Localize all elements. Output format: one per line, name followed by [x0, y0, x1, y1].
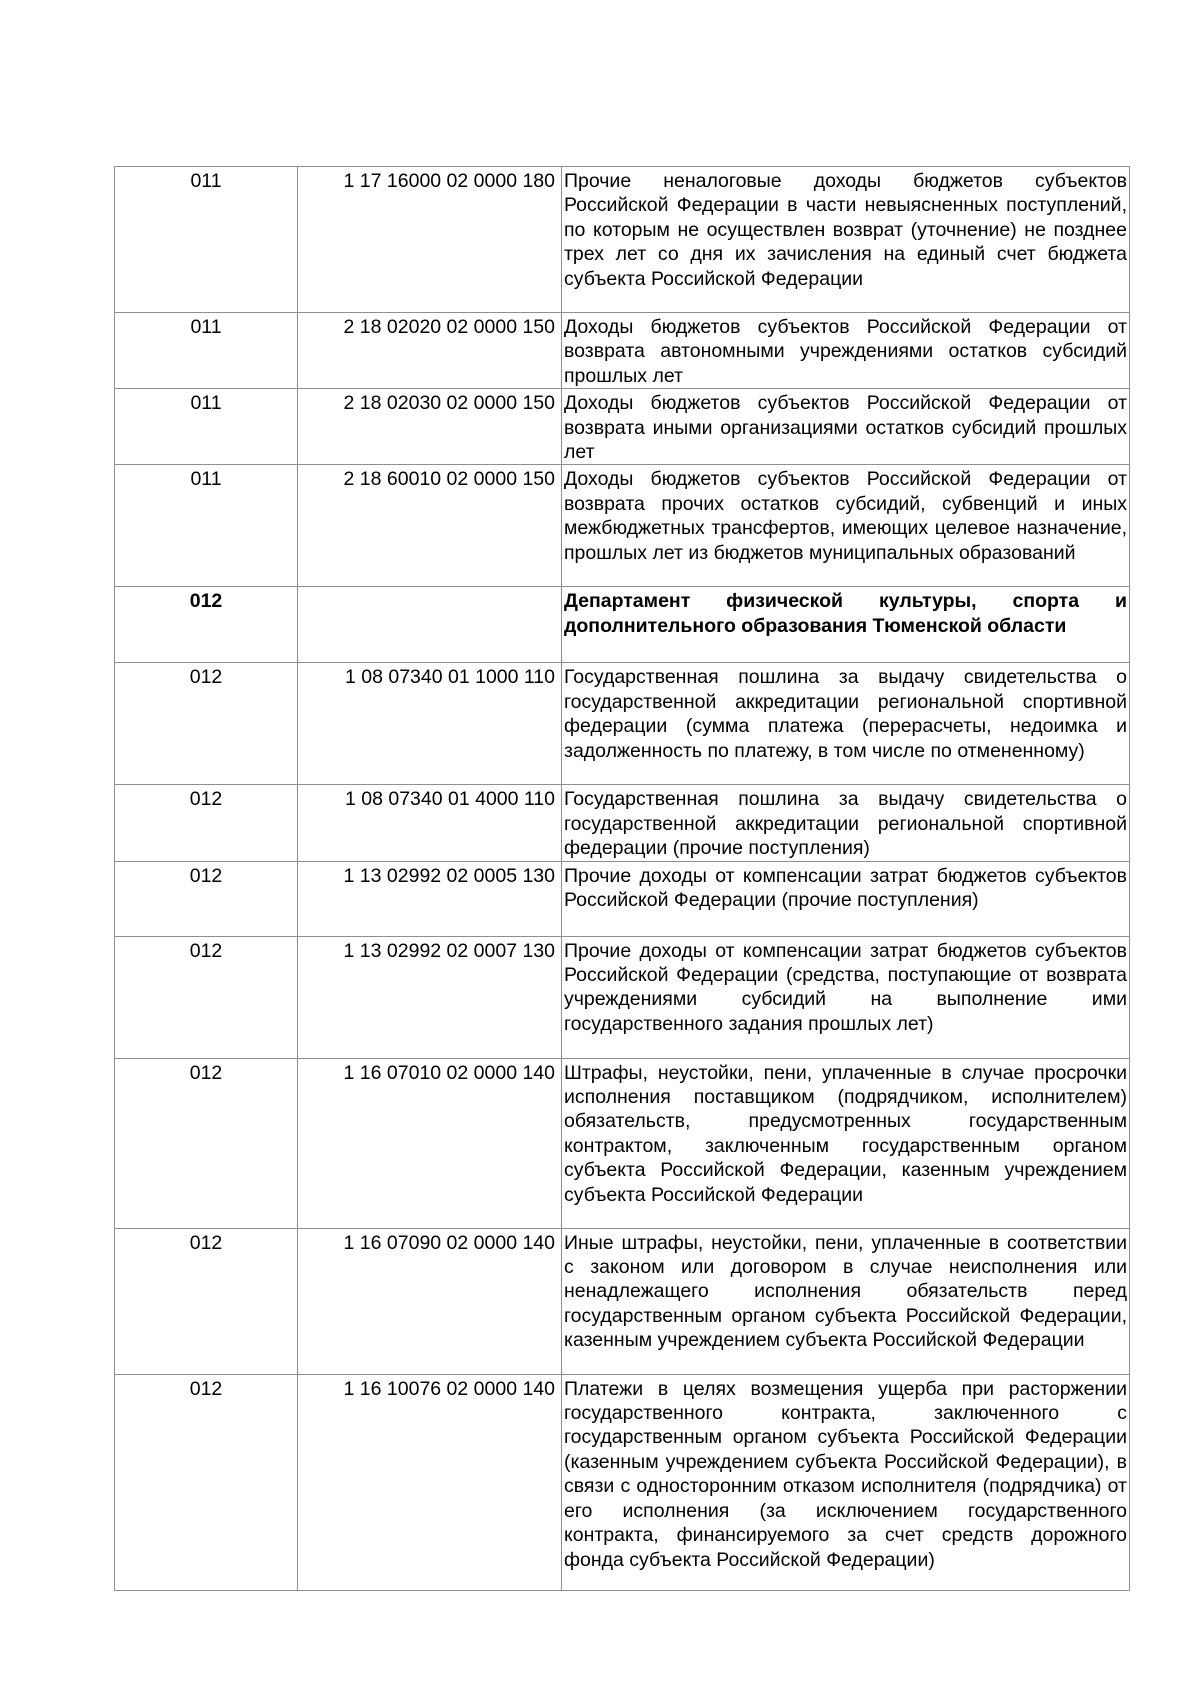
revenue-code-cell: 1 16 07010 02 0000 140: [298, 1058, 562, 1228]
admin-code-cell: 012: [115, 861, 298, 936]
admin-code-cell: 012: [115, 1228, 298, 1374]
revenue-code-cell: 1 17 16000 02 0000 180: [298, 167, 562, 313]
revenue-code-cell: 2 18 02030 02 0000 150: [298, 389, 562, 465]
table-row: [115, 663, 1130, 785]
revenue-code-cell: 1 16 07090 02 0000 140: [298, 1228, 562, 1374]
admin-code-cell: 011: [115, 465, 298, 587]
admin-code-cell: 011: [115, 389, 298, 465]
revenue-name-cell: Доходы бюджетов субъектов Российской Федерации от возврата иными организациями остатков субсидий прошлых лет: [562, 389, 1130, 465]
department-name-cell: Департамент физической культуры, спорта и дополнительного образования Тюменской области: [562, 587, 1130, 663]
admin-code-cell: 012: [115, 663, 298, 785]
revenue-name-cell: Государственная пошлина за выдачу свидетельства о государственной аккредитации региональной спортивной федерации (прочие поступления): [562, 785, 1130, 861]
revenue-name-cell: Штрафы, неустойки, пени, уплаченные в случае просрочки исполнения поставщиком (подрядчиком, исполнителем) обязательств, предусмотренных государственным контрактом, заключенным государственным органом субъекта Российской Федерации, казенным учреждением субъекта Российской Федерации: [562, 1058, 1130, 1228]
admin-code-cell: 012: [115, 1374, 298, 1590]
table-body: [115, 167, 1130, 1591]
revenue-name-cell: Прочие неналоговые доходы бюджетов субъектов Российской Федерации в части невыясненных поступлений, по которым не осуществлен возврат (уточнение) не позднее трех лет со дня их зачисления на единый счет бюджета субъекта Российской Федерации: [562, 167, 1130, 313]
table-row: [115, 861, 1130, 936]
admin-code-cell: 012: [115, 1058, 298, 1228]
revenue-code-cell: [298, 587, 562, 663]
admin-code-cell: 012: [115, 785, 298, 861]
table-row: [115, 1228, 1130, 1374]
admin-code-cell: 011: [115, 313, 298, 389]
revenue-code-cell: 2 18 02020 02 0000 150: [298, 313, 562, 389]
revenue-name-cell: Иные штрафы, неустойки, пени, уплаченные в соответствии с законом или договором в случае неисполнения или ненадлежащего исполнения обязательств перед государственным органом субъекта Российской Федерации, казенным учреждением субъекта Российской Федерации: [562, 1228, 1130, 1374]
table-row: [115, 465, 1130, 587]
revenue-name-cell: Доходы бюджетов субъектов Российской Федерации от возврата автономными учреждениями остатков субсидий прошлых лет: [562, 313, 1130, 389]
table-row: [115, 313, 1130, 389]
table-row: [115, 167, 1130, 313]
revenue-code-cell: 2 18 60010 02 0000 150: [298, 465, 562, 587]
admin-code-cell: 012: [115, 936, 298, 1058]
table-row: [115, 785, 1130, 861]
revenue-code-cell: 1 13 02992 02 0007 130: [298, 936, 562, 1058]
table-row-department-heading: [115, 587, 1130, 663]
table-row: [115, 1374, 1130, 1590]
table-row: [115, 1058, 1130, 1228]
table-row: [115, 389, 1130, 465]
revenue-name-cell: Прочие доходы от компенсации затрат бюджетов субъектов Российской Федерации (прочие поступления): [562, 861, 1130, 936]
revenue-name-cell: Государственная пошлина за выдачу свидетельства о государственной аккредитации региональной спортивной федерации (сумма платежа (перерасчеты, недоимка и задолженность по платежу, в том числе по отмененному): [562, 663, 1130, 785]
revenue-name-cell: Доходы бюджетов субъектов Российской Федерации от возврата прочих остатков субсидий, субвенций и иных межбюджетных трансфертов, имеющих целевое назначение, прошлых лет из бюджетов муниципальных образований: [562, 465, 1130, 587]
revenue-code-cell: 1 13 02992 02 0005 130: [298, 861, 562, 936]
revenue-code-cell: 1 08 07340 01 4000 110: [298, 785, 562, 861]
revenue-name-cell: Платежи в целях возмещения ущерба при расторжении государственного контракта, заключенного с государственным органом субъекта Российской Федерации (казенным учреждением субъекта Российской Федерации), в связи с односторонним отказом исполнителя (подрядчика) от его исполнения (за исключением государственного контракта, финансируемого за счет средств дорожного фонда субъекта Российской Федерации): [562, 1374, 1130, 1590]
table-row: [115, 936, 1130, 1058]
revenue-codes-table: [114, 166, 1130, 1591]
revenue-code-cell: 1 16 10076 02 0000 140: [298, 1374, 562, 1590]
revenue-code-cell: 1 08 07340 01 1000 110: [298, 663, 562, 785]
admin-code-cell: 012: [115, 587, 298, 663]
admin-code-cell: 011: [115, 167, 298, 313]
revenue-name-cell: Прочие доходы от компенсации затрат бюджетов субъектов Российской Федерации (средства, поступающие от возврата учреждениями субсидий на выполнение ими государственного задания прошлых лет): [562, 936, 1130, 1058]
